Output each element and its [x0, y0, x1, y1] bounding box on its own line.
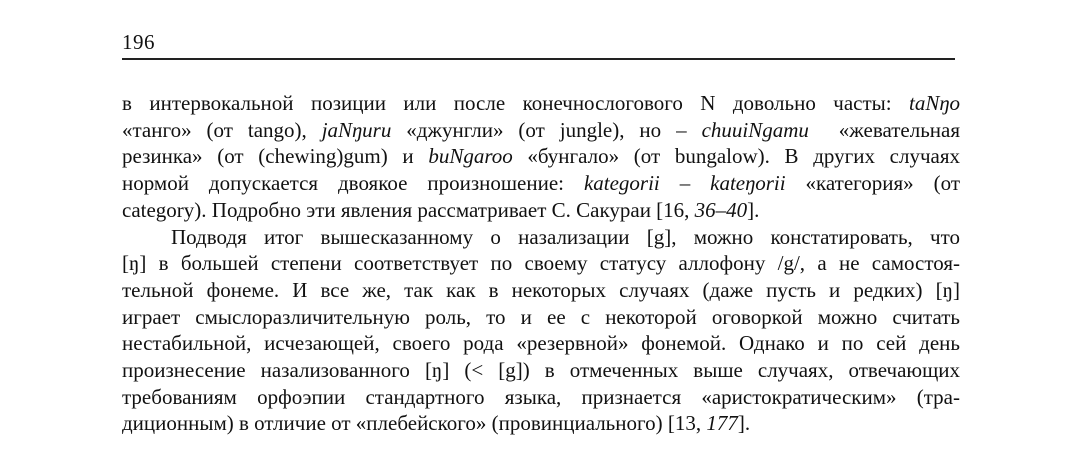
text-segment: нестабильной, исчезающей, своего рода «резервной» фонемой. Однако и по сей день [122, 331, 960, 356]
text-line [122, 143, 960, 170]
italic-text: 177 [706, 411, 738, 436]
header-rule [122, 58, 955, 60]
text-line [122, 170, 960, 197]
text-segment: резинка» (от (chewing)gum) и [122, 144, 429, 169]
paragraph [122, 224, 960, 438]
paragraph [122, 90, 960, 224]
text-line [122, 224, 960, 251]
text-line [122, 277, 960, 304]
italic-text: jaNŋuru [321, 117, 392, 142]
body-text [122, 90, 960, 437]
text-segment: играет смыслоразличительную роль, то и ее с некоторой оговоркой можно считать [122, 304, 960, 329]
text-line [122, 357, 960, 384]
text-segment: требованиям орфоэпии стандартного языка, признается «аристократическим» (тра- [122, 384, 960, 409]
text-segment: «жевательная [808, 117, 961, 142]
italic-text: buNgaroo [428, 144, 513, 169]
text-segment: в интервокальной позиции или после конечнослогового N довольно часты: [122, 91, 910, 115]
text-line [122, 117, 960, 144]
text-line [122, 384, 960, 411]
italic-text: kategorii – kateŋorii [583, 171, 786, 196]
text-line [122, 410, 960, 437]
text-segment: диционным) в отличие от «плебейского» (провинциального) [13, [122, 411, 707, 436]
text-segment: «категория» (от [785, 171, 960, 196]
italic-text: taNŋo [909, 91, 960, 115]
italic-text: chuuiNgamu [701, 117, 809, 142]
page-number: 196 [122, 30, 155, 54]
text-line [122, 250, 960, 277]
text-line [122, 304, 960, 331]
text-line [122, 197, 960, 224]
italic-text: 36–40 [694, 197, 748, 222]
text-segment: ]. [737, 411, 751, 436]
text-segment: category). Подробно эти явления рассматривает С. Сакураи [16, [122, 197, 695, 222]
text-segment: произнесение назализованного [ŋ] (< [g]) в отмеченных выше случаях, отвечающих [122, 358, 960, 383]
text-segment: «джунгли» (от jungle), но – [391, 117, 702, 142]
text-line [122, 330, 960, 357]
text-segment: «бунгало» (от bungalow). В других случаях [512, 144, 960, 169]
text-segment: нормой допускается двоякое произношение: [122, 171, 584, 196]
text-segment: тельной фонеме. И все же, так как в некоторых случаях (даже пусть и редких) [ŋ] [122, 277, 960, 302]
text-segment: «танго» (от tango), [122, 117, 322, 142]
text-segment: ]. [747, 197, 760, 222]
text-line [122, 90, 960, 117]
text-segment: Подводя итог вышесказанному о назализации [g], можно констатировать, что [171, 224, 960, 249]
text-segment: [ŋ] в большей степени соответствует по своему статусу аллофону /g/, а не самостоя- [122, 251, 960, 276]
